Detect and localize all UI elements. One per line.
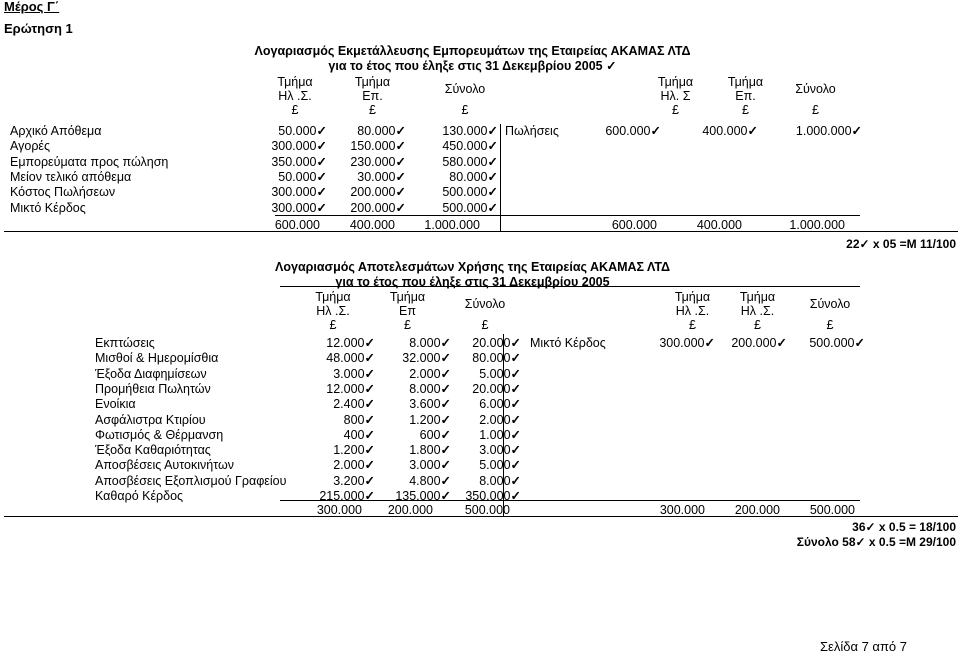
total-value [710,503,780,517]
column-header: Σύνολο [795,82,836,96]
row-value [380,428,451,442]
currency-symbol: £ [481,318,489,332]
row-label: Ενοίκια [95,397,136,412]
column-subheader: Ηλ .Σ. [278,89,312,103]
column-subheader: Επ [399,304,416,318]
value-text: 300.000 [271,139,317,154]
check-icon [317,170,327,184]
check-icon [365,382,375,396]
row-value [380,443,451,457]
check-icon [488,170,498,184]
row-value [343,185,406,199]
row-value [268,155,327,169]
section-heading: Μέρος Γ΄ [4,0,60,14]
value-text: 1.000.000 [424,218,480,232]
trading-bottom-rule [4,231,958,232]
pnl-header-rule [280,286,860,287]
pnl-divider [503,334,504,516]
value-text: 150.000 [350,139,396,154]
column-header: Τμήμα [277,75,313,89]
value-text: 200.000 [731,336,777,350]
pnl-total-line [280,500,860,501]
value-text: 2.000 [409,366,441,381]
total-value [640,503,705,517]
row-value [300,382,375,396]
value-text: 1.200 [409,412,441,427]
value-text: 300.000 [659,503,705,517]
trading-total-line [275,215,860,216]
row-value [268,185,327,199]
value-text: 2.000 [333,458,365,473]
row-value [268,124,327,138]
value-text: 20.000 [472,336,511,350]
row-label: Μισθοί & Ημερομίσθια [95,351,219,366]
value-text: 32.000 [402,351,441,366]
value-text: 1.800 [409,443,441,458]
currency-symbol: £ [404,318,411,332]
row-label: Αγορές [10,139,51,154]
page-footer: Σελίδα 7 από 7 [820,639,907,654]
value-text: 3.000 [409,458,441,473]
value-text: 4.800 [409,473,441,488]
column-header: Τμήμα [739,290,776,304]
check-icon [511,458,521,472]
value-text: 800 [343,412,365,427]
check-icon [365,336,375,350]
value-text: 2.000 [479,412,511,427]
row-value [425,185,498,199]
check-icon [511,336,521,350]
check-icon [488,185,498,199]
row-value [300,367,375,381]
check-icon [860,237,870,251]
check-icon [317,155,327,169]
total-value [270,218,320,232]
value-text: 400.000 [702,124,748,138]
total-value [590,218,657,232]
row-value [445,397,521,411]
check-icon [488,139,498,153]
value-text: 1.000.000 [789,218,845,232]
row-label: Αρχικό Απόθεμα [10,124,102,138]
check-icon [365,474,375,488]
trading-title: Λογαριασμός Εκμετάλλευσης Εμπορευμάτων της Εταιρείας ΑΚΑΜΑΣ ΛΤΔ [254,44,691,58]
row-value [380,458,451,472]
row-value [380,397,451,411]
check-icon [317,139,327,153]
row-value [380,474,451,488]
value-text: 300.000 [271,200,317,215]
row-value [300,458,375,472]
currency-symbol: £ [742,103,749,117]
check-icon [396,124,406,138]
value-text: 600.000 [611,218,657,232]
check-icon [365,413,375,427]
row-label: Έξοδα Διαφημίσεων [95,366,207,381]
check-icon [365,351,375,365]
currency-symbol: £ [754,318,761,332]
value-text: 8.000 [409,336,441,350]
check-icon [511,474,521,488]
value-text: 200.000 [387,503,433,517]
row-value [640,336,715,350]
check-icon [365,443,375,457]
check-icon [488,201,498,215]
value-text: 215.000 [319,489,365,503]
row-value [380,351,451,365]
column-subheader: Ηλ .Σ. [675,304,710,318]
pnl-score: 36 ✓ x 0.5 = 18/100 [700,520,956,534]
row-label: Έξοδα Καθαριότητας [95,443,211,458]
value-text: 450.000 [442,139,488,154]
value-text: 300.000 [659,336,705,350]
check-icon [866,520,876,534]
value-text: 8.000 [409,381,441,396]
value-text: 3.600 [409,397,441,412]
value-text: 6.000 [479,397,511,412]
value-text: 400.000 [349,218,395,232]
column-subheader: Επ. [735,89,756,103]
row-label: Φωτισμός & Θέρμανση [95,427,224,442]
value-text: 580.000 [442,154,488,169]
total-value [780,503,855,517]
check-icon [748,124,758,138]
row-value [268,139,327,153]
value-text: 5.000 [479,366,511,381]
row-label: Μείον τελικό απόθεμα [10,169,132,184]
total-value [340,218,395,232]
currency-symbol: £ [812,103,819,117]
value-text: 50.000 [278,169,317,184]
check-icon [317,201,327,215]
row-value [300,428,375,442]
check-icon [856,535,866,549]
currency-symbol: £ [461,103,469,117]
row-label: Πωλήσεις [505,124,559,138]
trading-score: 22 ✓ x 05 =M 11/100 [760,237,956,251]
row-value [445,458,521,472]
column-subheader: Ηλ .Σ. [740,304,775,318]
row-value [445,367,521,381]
row-value [715,336,787,350]
value-text: 300.000 [316,503,362,517]
row-value [425,124,498,138]
check-icon [396,155,406,169]
value-text: 5.000 [479,458,511,473]
row-value [268,170,327,184]
value-text: 1.000.000 [795,124,852,138]
value-text: 350.000 [271,154,317,169]
check-icon [488,155,498,169]
check-icon [396,201,406,215]
value-text: 500.000 [442,185,488,200]
check-icon [651,124,661,138]
value-text: 80.000 [472,351,511,366]
value-text: 3.000 [479,443,511,458]
currency-symbol: £ [826,318,834,332]
value-text: 350.000 [465,489,511,503]
pnl-title: Λογαριασμός Αποτελεσμάτων Χρήσης της Εταιρείας ΑΚΑΜΑΣ ΛΤΔ [275,260,670,274]
value-text: 300.000 [271,185,317,200]
check-icon [365,428,375,442]
currency-symbol: £ [369,103,376,117]
row-value [300,336,375,350]
check-icon [317,185,327,199]
check-icon [511,351,521,365]
check-icon [852,124,862,138]
check-icon [488,124,498,138]
value-text: 12.000 [326,381,365,396]
row-value [445,351,521,365]
check-icon [396,170,406,184]
value-text: 600 [419,427,441,442]
row-value [445,413,521,427]
column-header: Τμήμα [674,290,711,304]
row-label: Μικτό Κέρδος [530,336,606,350]
value-text: 600.000 [605,124,651,138]
value-text: 3.200 [333,473,365,488]
column-header: Σύνολο [809,297,851,311]
value-text: 80.000 [449,169,488,184]
row-value [445,336,521,350]
row-value [785,336,865,350]
value-text: 1.000 [479,427,511,442]
row-label: Εκπτώσεις [95,336,155,350]
column-subheader: Ηλ .Σ. [316,304,350,318]
row-label: Εμπορεύματα προς πώληση [10,154,169,169]
row-value [343,124,406,138]
row-label: Μικτό Κέρδος [10,200,86,215]
value-text: 135.000 [395,489,441,503]
check-icon [705,336,715,350]
total-value [365,503,433,517]
check-icon [511,367,521,381]
column-header: Τμήμα [389,290,426,304]
row-label: Ασφάλιστρα Κτιρίου [95,412,206,427]
value-text: 30.000 [357,169,396,184]
row-value [343,170,406,184]
row-value [765,124,862,138]
value-text: 1.200 [333,443,365,458]
row-value [343,155,406,169]
row-value [425,201,498,215]
value-text: 400 [343,427,365,442]
column-subheader: Επ. [362,89,383,103]
row-value [268,201,327,215]
row-value [445,474,521,488]
check-icon [317,124,327,138]
value-text: 500.000 [464,503,510,517]
column-header: Τμήμα [354,75,391,89]
row-label: Αποσβέσεις Εξοπλισμού Γραφείου [95,473,287,488]
row-value [425,155,498,169]
row-value [343,201,406,215]
value-text: 80.000 [357,124,396,138]
row-label: Προμήθεια Πωλητών [95,381,211,396]
value-text: 200.000 [350,185,396,200]
check-icon [365,397,375,411]
column-header: Σύνολο [444,82,486,96]
row-value [425,170,498,184]
check-icon [511,428,521,442]
check-icon [855,336,865,350]
column-header: Τμήμα [657,75,694,89]
check-icon [511,382,521,396]
value-text: 200.000 [350,200,396,215]
value-text: 600.000 [274,218,320,232]
total-value [435,503,510,517]
row-label: Αποσβέσεις Αυτοκινήτων [95,458,234,473]
row-label: Κόστος Πωλήσεων [10,185,116,200]
total-value [755,218,845,232]
value-text: 8.000 [479,473,511,488]
question-heading: Ερώτηση 1 [4,21,73,36]
pnl-bottom-rule [4,516,958,517]
trading-divider [500,124,501,232]
row-value [445,443,521,457]
row-value [688,124,758,138]
column-header: Σύνολο [464,297,506,311]
value-text: 12.000 [326,336,365,350]
column-subheader: Ηλ. Σ [660,89,691,103]
check-icon [365,367,375,381]
check-icon [365,458,375,472]
value-text: 3.000 [333,366,365,381]
row-value [380,382,451,396]
row-value [590,124,661,138]
check-icon [511,443,521,457]
value-text: 400.000 [696,218,742,232]
value-text: 130.000 [442,124,488,138]
currency-symbol: £ [672,103,679,117]
column-header: Τμήμα [727,75,764,89]
row-label: Καθαρό Κέρδος [95,489,184,503]
value-text: 500.000 [442,200,488,215]
currency-symbol: £ [329,318,337,332]
value-text: 500.000 [809,336,855,350]
check-icon [511,397,521,411]
row-value [343,139,406,153]
pnl-subtitle: για το έτος που έληξε στις 31 Δεκεμβρίου 2005 [335,275,610,289]
total-value [410,218,480,232]
check-icon [396,139,406,153]
row-value [380,336,451,350]
currency-symbol: £ [291,103,299,117]
row-value [445,428,521,442]
value-text: 230.000 [350,154,396,169]
total-value [680,218,742,232]
row-value [380,367,451,381]
row-value [300,397,375,411]
value-text: 500.000 [809,503,855,517]
overall-score: Σύνολο 58 ✓ x 0.5 =M 29/100 [700,535,956,549]
value-text: 20.000 [472,381,511,396]
row-value [300,443,375,457]
row-value [445,382,521,396]
value-text: 2.400 [333,397,365,412]
trading-subtitle: για το έτος που έληξε στις 31 Δεκεμβρίου 2005 ✓ [230,59,715,73]
check-icon [606,59,616,73]
value-text: 200.000 [734,503,780,517]
row-value [380,413,451,427]
column-header: Τμήμα [315,290,351,304]
total-value [300,503,362,517]
row-value [425,139,498,153]
check-icon [396,185,406,199]
row-value [300,351,375,365]
value-text: 50.000 [278,124,317,138]
value-text: 48.000 [326,351,365,366]
currency-symbol: £ [689,318,696,332]
row-value [300,413,375,427]
row-value [300,474,375,488]
check-icon [511,413,521,427]
